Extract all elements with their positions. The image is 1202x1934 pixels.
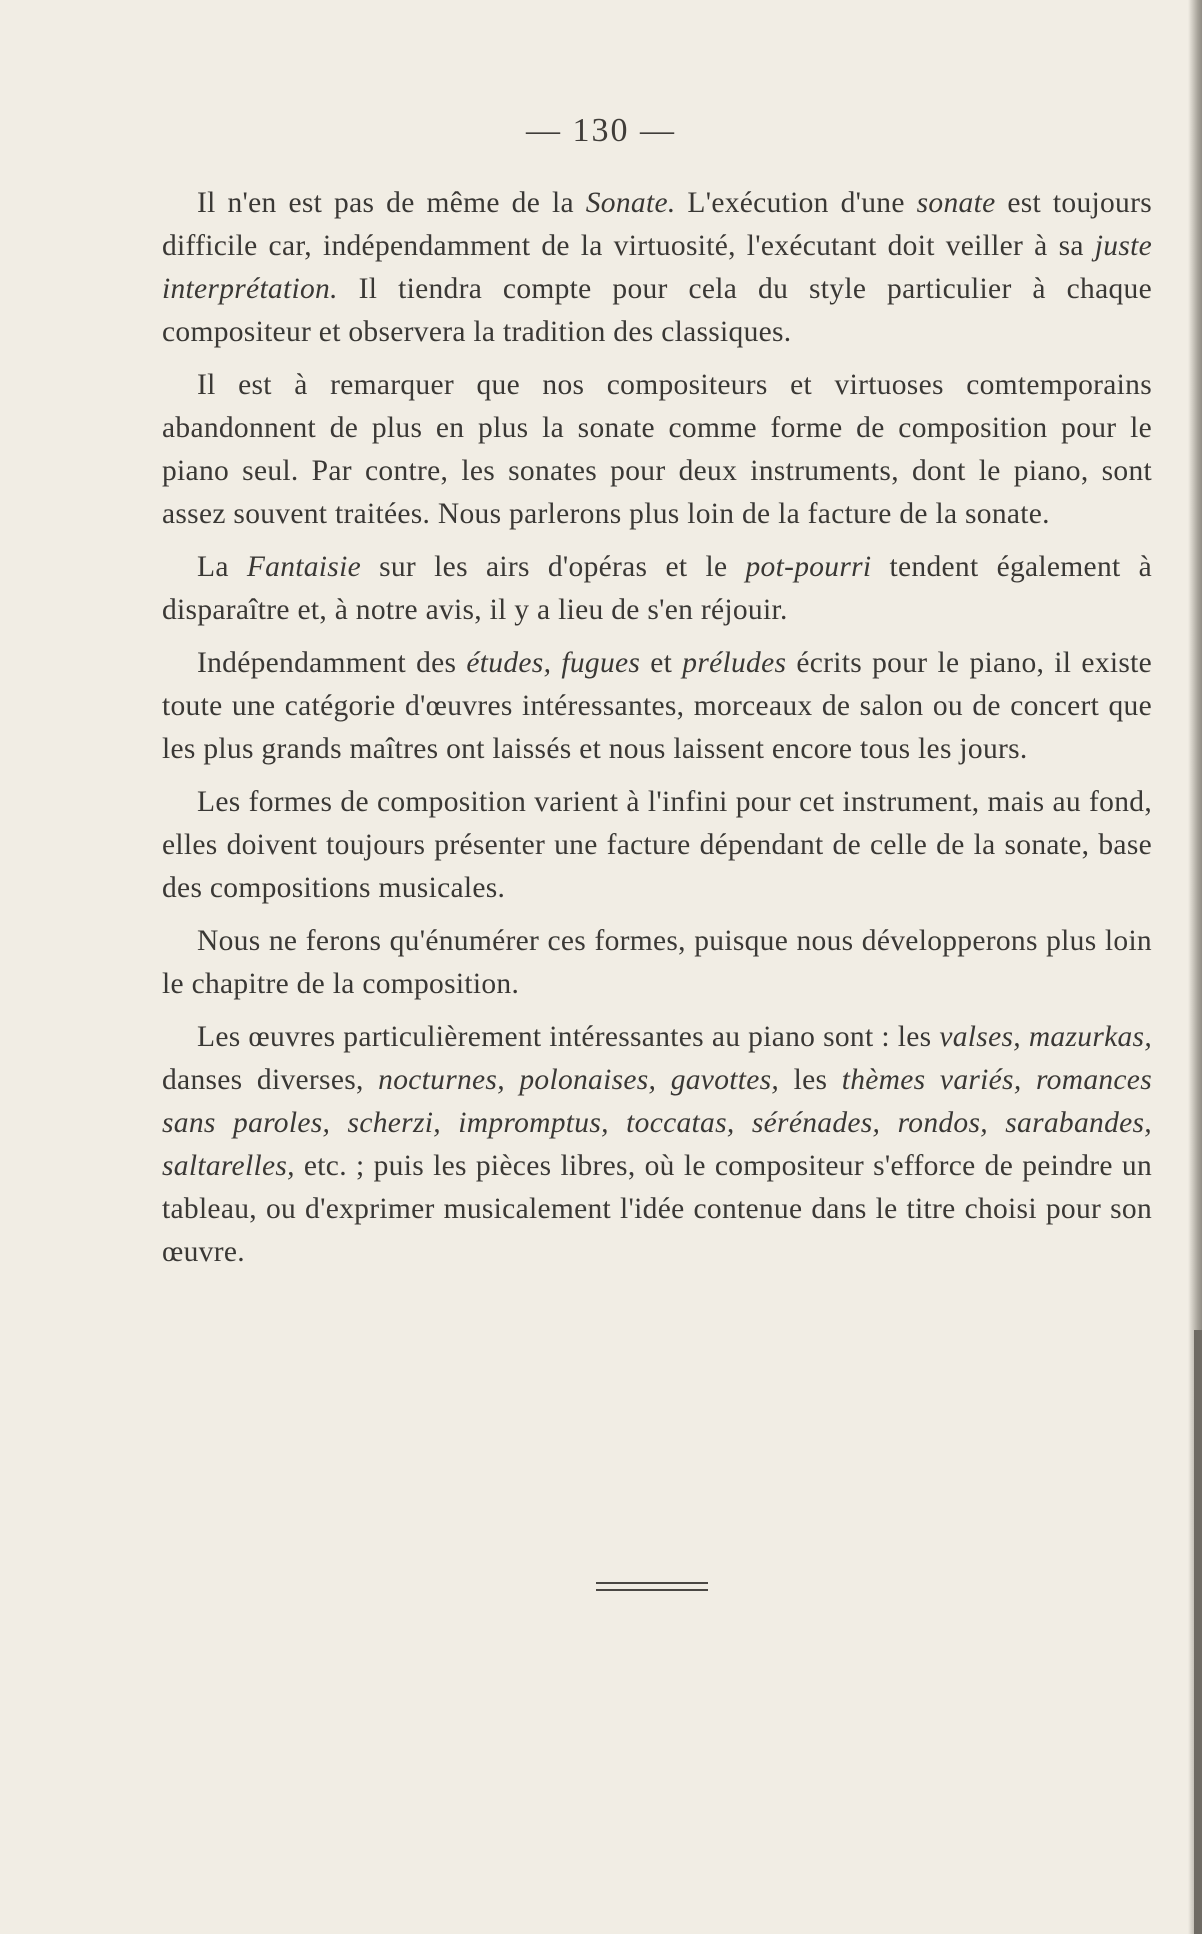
text-run: La	[197, 551, 247, 583]
paragraph-sonate	[162, 182, 1152, 354]
paragraph-fantaisie	[162, 546, 1152, 632]
italic-term: Fantaisie	[246, 551, 361, 583]
text-run: tendent également à disparaître et, à notre avis, il y a lieu de s'en réjouir.	[162, 551, 1152, 626]
text-run: est toujours difficile car, indépendamment de la virtuosité, l'exécutant doit veiller à sa	[162, 187, 1153, 262]
text-run: Il est à remarquer que nos compositeurs et virtuoses comtemporains abandonnent de plus en plus la sonate comme forme de composition pour le piano seul. Par contre, les sonates pour deux instruments, dont le piano, sont assez souvent traitées. Nous parlerons plus loin de la facture de la sonate.	[162, 369, 1152, 530]
text-run: L'exécution d'une	[675, 187, 917, 219]
paragraph-oeuvres	[162, 1016, 1152, 1274]
italic-term: nocturnes, polonaises, gavottes,	[378, 1064, 780, 1096]
text-run	[551, 647, 561, 679]
text-run: Les formes de composition varient à l'infini pour cet instrument, mais au fond, elles doivent toujours présenter une facture dépendant de celle de la sonate, base des compositions musicales.	[162, 786, 1152, 904]
text-run: Indépendamment des	[197, 647, 467, 679]
italic-term: Sonate.	[585, 187, 676, 219]
end-rule-bottom	[596, 1589, 708, 1591]
page-number: — 130 —	[526, 112, 676, 149]
italic-term: valses, mazurkas,	[939, 1021, 1152, 1053]
text-run: Il tiendra compte pour cela du style particulier à chaque compositeur et observera la tradition des classiques.	[162, 273, 1152, 348]
text-run: Les œuvres particulièrement intéressantes au piano sont : les	[197, 1021, 940, 1053]
text-run: danses diverses,	[162, 1064, 379, 1096]
italic-term: fugues	[561, 647, 641, 679]
text-run: et	[640, 647, 683, 679]
paragraph-formes	[162, 781, 1152, 910]
text-run: etc. ; puis les pièces libres, où le compositeur s'efforce de peindre un tableau, ou d'exprimer musicalement l'idée contenue dans le titre choisi pour son œuvre.	[162, 1150, 1152, 1268]
end-rule-top	[596, 1582, 708, 1584]
page-edge-binding	[1194, 1330, 1202, 1934]
text-run: Il n'en est pas de même de la	[197, 187, 586, 219]
paragraph-contemporains	[162, 364, 1152, 536]
italic-term: pot-pourri	[745, 551, 872, 583]
italic-term: thèmes variés, romances sans paroles, scherzi, impromptus, toccatas, sérénades, rondos, sarabandes, saltarelles,	[162, 1064, 1152, 1182]
text-run: écrits pour le piano, il existe toute une catégorie d'œuvres intéressantes, morceaux de salon ou de concert que les plus grands maîtres ont laissés et nous laissent encore tous les jours.	[162, 647, 1152, 765]
italic-term: juste interprétation.	[162, 230, 1152, 305]
paragraph-etudes	[162, 642, 1152, 771]
text-run: Nous ne ferons qu'énumérer ces formes, puisque nous développerons plus loin le chapitre de la composition.	[162, 925, 1152, 1000]
text-run: les	[779, 1064, 842, 1096]
italic-term: études,	[466, 647, 552, 679]
text-run: sur les airs d'opéras et le	[360, 551, 746, 583]
italic-term: sonate	[916, 187, 996, 219]
italic-term: préludes	[682, 647, 787, 679]
paragraph-enumerer	[162, 920, 1152, 1006]
body-text	[162, 182, 1152, 1284]
